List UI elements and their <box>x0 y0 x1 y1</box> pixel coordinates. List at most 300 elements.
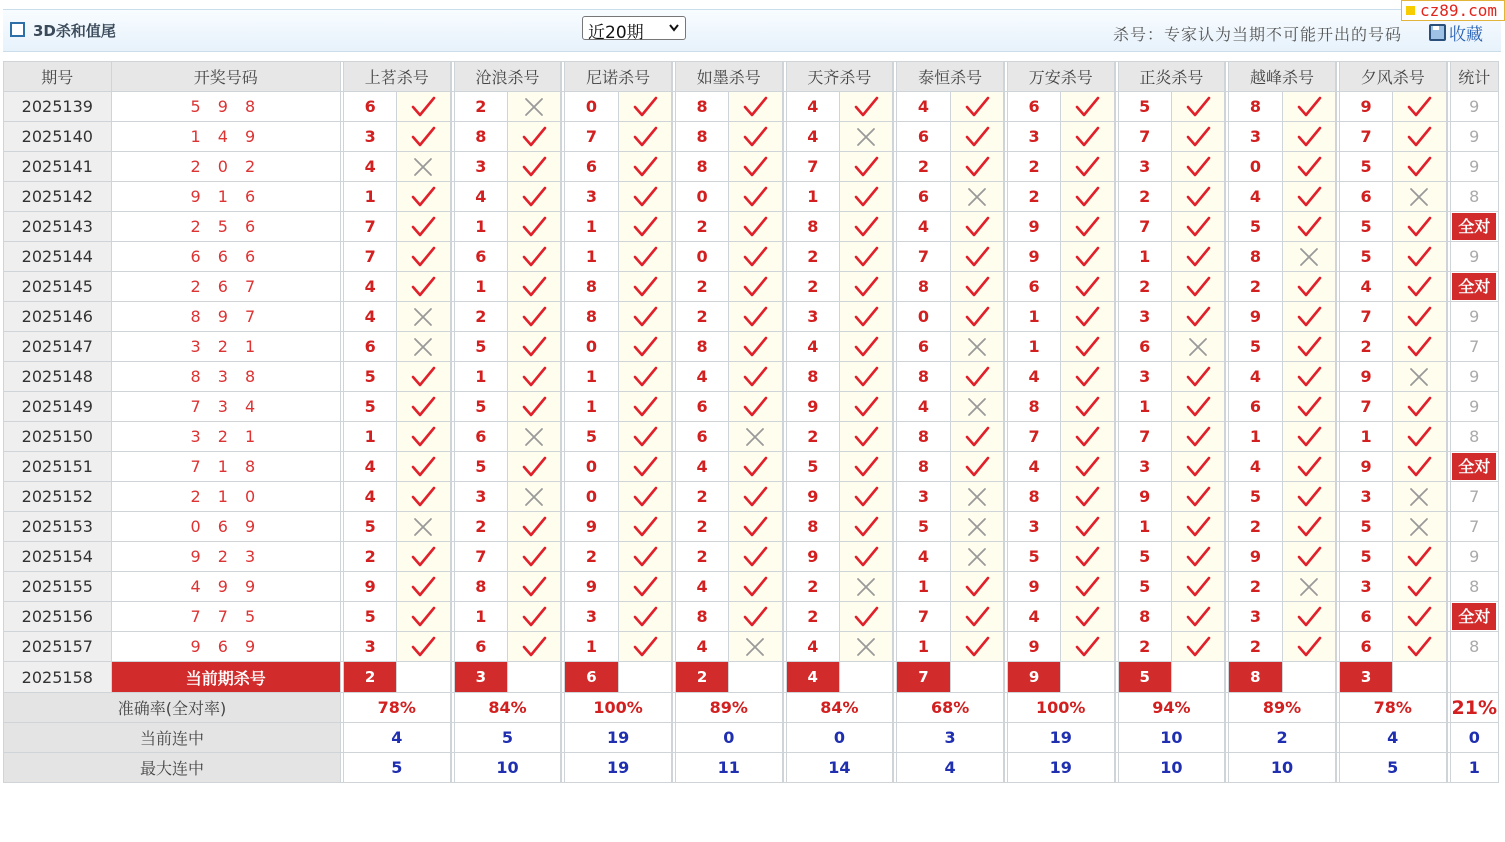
result-mark-cell <box>1061 212 1114 242</box>
kill-number-cell: 4 <box>1007 602 1060 632</box>
kill-number-cell: 0 <box>565 452 618 482</box>
stat-cell: 7 <box>1450 332 1498 362</box>
result-mark-cell <box>1282 272 1335 302</box>
result-mark-cell <box>839 452 892 482</box>
check-icon <box>853 336 879 358</box>
kill-number-cell: 8 <box>786 512 839 542</box>
result-mark-cell <box>1282 452 1335 482</box>
header-expert: 越峰杀号 <box>1229 62 1336 92</box>
kill-number-cell: 2 <box>675 482 728 512</box>
kill-number-cell: 7 <box>1339 302 1392 332</box>
result-mark-cell <box>950 632 1003 662</box>
header-expert: 尼诺杀号 <box>565 62 672 92</box>
result-mark-cell <box>950 212 1003 242</box>
check-icon <box>410 126 436 148</box>
kill-number-cell: 5 <box>1229 332 1282 362</box>
check-icon <box>1296 216 1322 238</box>
check-icon <box>1074 546 1100 568</box>
check-icon <box>521 516 547 538</box>
result-mark-cell <box>1393 482 1446 512</box>
result-mark-cell <box>1061 272 1114 302</box>
check-icon <box>1185 576 1211 598</box>
check-icon <box>742 126 768 148</box>
check-icon <box>853 306 879 328</box>
result-mark-cell <box>397 452 450 482</box>
check-icon <box>1074 486 1100 508</box>
kill-number-cell: 0 <box>565 332 618 362</box>
kill-number-cell: 1 <box>454 272 507 302</box>
summary-label: 准确率(全对率) <box>4 693 341 723</box>
check-icon <box>742 336 768 358</box>
current-kill-number: 6 <box>565 662 617 692</box>
draw-number-cell: 5 9 8 <box>111 92 340 122</box>
result-mark-cell <box>950 392 1003 422</box>
accuracy-cell: 89% <box>1229 693 1336 723</box>
result-mark-cell <box>729 92 782 122</box>
kill-number-cell: 9 <box>786 542 839 572</box>
kill-number-cell: 4 <box>786 122 839 152</box>
kill-number-cell: 1 <box>786 182 839 212</box>
result-mark-cell <box>1282 92 1335 122</box>
kill-number-cell: 2 <box>786 242 839 272</box>
check-icon <box>1296 126 1322 148</box>
result-mark-cell <box>1393 362 1446 392</box>
kill-number-cell: 8 <box>565 302 618 332</box>
check-icon <box>742 306 768 328</box>
kill-number-cell: 1 <box>1118 242 1171 272</box>
check-icon <box>410 546 436 568</box>
result-mark-cell <box>507 332 560 362</box>
result-mark-cell <box>729 152 782 182</box>
result-mark-cell <box>1282 332 1335 362</box>
kill-number-cell: 5 <box>1118 572 1171 602</box>
streak-cell: 19 <box>1007 723 1114 753</box>
kill-number-cell: 5 <box>1229 482 1282 512</box>
kill-number-cell: 3 <box>786 302 839 332</box>
kill-number-cell: 7 <box>343 242 396 272</box>
kill-number-cell: 3 <box>1339 572 1392 602</box>
header-expert: 天齐杀号 <box>786 62 893 92</box>
kill-number-cell: 8 <box>675 602 728 632</box>
check-icon <box>1074 636 1100 658</box>
check-icon <box>853 216 879 238</box>
period-select[interactable] <box>582 16 686 43</box>
check-icon <box>742 516 768 538</box>
kill-number-cell: 8 <box>675 122 728 152</box>
check-icon <box>1296 396 1322 418</box>
kill-number-cell: 2 <box>675 302 728 332</box>
streak-cell: 4 <box>1339 723 1446 753</box>
check-icon <box>410 396 436 418</box>
check-icon <box>964 576 990 598</box>
result-mark-cell <box>1282 302 1335 332</box>
current-kill-number: 3 <box>455 662 507 692</box>
kill-number-cell: 1 <box>343 422 396 452</box>
result-mark-cell <box>1061 92 1114 122</box>
kill-number-cell: 2 <box>675 512 728 542</box>
period-cell: 2025153 <box>4 512 112 542</box>
kill-number-cell: 6 <box>1339 182 1392 212</box>
kill-number-cell: 1 <box>1229 422 1282 452</box>
result-mark-cell <box>397 482 450 512</box>
check-icon <box>410 606 436 628</box>
kill-number-cell: 5 <box>1118 542 1171 572</box>
result-mark-cell <box>397 572 450 602</box>
result-mark-cell <box>1171 242 1224 272</box>
check-icon <box>1406 126 1432 148</box>
check-icon <box>853 426 879 448</box>
draw-number-cell: 1 4 9 <box>111 122 340 152</box>
result-mark-cell <box>1171 272 1224 302</box>
kill-number-cell: 5 <box>343 392 396 422</box>
result-mark-cell <box>950 452 1003 482</box>
check-icon <box>521 216 547 238</box>
check-icon <box>742 246 768 268</box>
kill-number-cell: 1 <box>1007 302 1060 332</box>
kill-number-cell: 9 <box>1007 212 1060 242</box>
kill-number-cell: 8 <box>675 332 728 362</box>
cross-icon <box>412 307 434 327</box>
check-icon <box>853 486 879 508</box>
check-icon <box>853 606 879 628</box>
result-mark-cell <box>507 482 560 512</box>
empty-cell <box>839 662 892 693</box>
check-icon <box>742 156 768 178</box>
result-mark-cell <box>507 302 560 332</box>
check-icon <box>1296 546 1322 568</box>
result-mark-cell <box>1171 452 1224 482</box>
kill-number-cell: 3 <box>565 602 618 632</box>
site-logo[interactable] <box>1401 0 1505 21</box>
draw-number-cell: 9 6 9 <box>111 632 340 662</box>
draw-number-cell: 3 2 1 <box>111 332 340 362</box>
kill-number-cell: 6 <box>1007 272 1060 302</box>
result-mark-cell <box>729 422 782 452</box>
kill-number-cell: 2 <box>1339 332 1392 362</box>
kill-number-cell: 4 <box>343 152 396 182</box>
kill-number-cell: 8 <box>565 272 618 302</box>
streak-cell: 19 <box>565 753 672 783</box>
favorite-label: 收藏 <box>1449 25 1483 45</box>
kill-number-cell: 2 <box>675 272 728 302</box>
result-mark-cell <box>950 572 1003 602</box>
result-mark-cell <box>397 272 450 302</box>
check-icon <box>410 96 436 118</box>
check-icon <box>964 306 990 328</box>
header-expert: 正炎杀号 <box>1118 62 1225 92</box>
check-icon <box>964 216 990 238</box>
cross-icon <box>744 427 766 447</box>
result-mark-cell <box>950 332 1003 362</box>
kill-number-cell: 4 <box>1007 452 1060 482</box>
check-icon <box>632 546 658 568</box>
draw-number-cell: 7 7 5 <box>111 602 340 632</box>
result-mark-cell <box>1171 362 1224 392</box>
stat-cell <box>1450 662 1498 693</box>
header-expert: 上茗杀号 <box>343 62 450 92</box>
result-mark-cell <box>618 572 671 602</box>
result-mark-cell <box>839 512 892 542</box>
current-kill-cell <box>1007 662 1060 693</box>
check-icon <box>632 246 658 268</box>
result-mark-cell <box>618 362 671 392</box>
result-mark-cell <box>1282 182 1335 212</box>
kill-number-cell: 6 <box>675 392 728 422</box>
result-mark-cell <box>1171 632 1224 662</box>
empty-cell <box>950 662 1003 693</box>
check-icon <box>410 186 436 208</box>
result-mark-cell <box>1061 122 1114 152</box>
table-header-row <box>4 62 1499 92</box>
kill-number-cell: 3 <box>897 482 950 512</box>
current-kill-cell <box>1229 662 1282 693</box>
result-mark-cell <box>950 122 1003 152</box>
current-kill-cell <box>786 662 839 693</box>
result-mark-cell <box>1171 542 1224 572</box>
period-cell: 2025147 <box>4 332 112 362</box>
current-kill-number: 3 <box>1340 662 1392 692</box>
result-mark-cell <box>397 242 450 272</box>
check-icon <box>1185 486 1211 508</box>
kill-number-cell: 9 <box>1229 302 1282 332</box>
cross-icon <box>966 487 988 507</box>
kill-number-cell: 6 <box>454 242 507 272</box>
result-mark-cell <box>1061 302 1114 332</box>
kill-number-cell: 7 <box>1118 422 1171 452</box>
kill-number-cell: 8 <box>454 122 507 152</box>
result-mark-cell <box>729 122 782 152</box>
check-icon <box>742 216 768 238</box>
kill-number-cell: 4 <box>897 392 950 422</box>
empty-cell <box>1282 662 1335 693</box>
kill-number-cell: 6 <box>897 122 950 152</box>
kill-number-cell: 2 <box>786 572 839 602</box>
streak-cell: 10 <box>1118 723 1225 753</box>
check-icon <box>742 396 768 418</box>
accuracy-cell: 78% <box>343 693 450 723</box>
stat-cell: 9 <box>1450 242 1498 272</box>
draw-number-cell: 3 2 1 <box>111 422 340 452</box>
check-icon <box>1074 96 1100 118</box>
result-mark-cell <box>1061 362 1114 392</box>
kill-number-cell: 4 <box>343 272 396 302</box>
result-mark-cell <box>729 362 782 392</box>
kill-number-cell: 5 <box>343 512 396 542</box>
table-row <box>4 302 1499 332</box>
kill-number-cell: 2 <box>786 602 839 632</box>
result-mark-cell <box>507 122 560 152</box>
kill-number-cell: 9 <box>1118 482 1171 512</box>
kill-number-cell: 6 <box>1339 602 1392 632</box>
period-cell: 2025152 <box>4 482 112 512</box>
check-icon <box>521 276 547 298</box>
empty-cell <box>1061 662 1114 693</box>
favorite-link[interactable] <box>1429 20 1483 45</box>
table-row <box>4 422 1499 452</box>
kill-number-cell: 2 <box>1118 272 1171 302</box>
check-icon <box>964 456 990 478</box>
streak-cell: 5 <box>1339 753 1446 783</box>
draw-number-cell: 6 6 6 <box>111 242 340 272</box>
current-kill-label: 当前期杀号 <box>111 662 340 693</box>
cross-icon <box>1408 367 1430 387</box>
kill-number-cell: 1 <box>897 632 950 662</box>
result-mark-cell <box>729 512 782 542</box>
table-row <box>4 212 1499 242</box>
kill-number-cell: 8 <box>1007 392 1060 422</box>
kill-number-cell: 9 <box>1339 452 1392 482</box>
check-icon <box>742 546 768 568</box>
result-mark-cell <box>507 182 560 212</box>
kill-number-cell: 5 <box>786 452 839 482</box>
check-icon <box>1074 336 1100 358</box>
accuracy-cell: 100% <box>1007 693 1114 723</box>
check-icon <box>1296 486 1322 508</box>
kill-number-cell: 4 <box>897 92 950 122</box>
result-mark-cell <box>397 122 450 152</box>
result-mark-cell <box>729 602 782 632</box>
kill-number-cell: 8 <box>1118 602 1171 632</box>
kill-number-cell: 2 <box>565 542 618 572</box>
check-icon <box>521 576 547 598</box>
kill-number-cell: 1 <box>343 182 396 212</box>
cross-icon <box>966 187 988 207</box>
period-cell: 2025149 <box>4 392 112 422</box>
cross-icon <box>744 637 766 657</box>
result-mark-cell <box>1171 152 1224 182</box>
check-icon <box>1296 336 1322 358</box>
kill-number-cell: 0 <box>675 182 728 212</box>
kill-number-cell: 8 <box>1229 242 1282 272</box>
current-kill-cell <box>675 662 728 693</box>
kill-number-cell: 8 <box>897 362 950 392</box>
check-icon <box>1406 576 1432 598</box>
kill-number-cell: 3 <box>1118 452 1171 482</box>
kill-number-cell: 7 <box>786 152 839 182</box>
result-mark-cell <box>1171 212 1224 242</box>
result-mark-cell <box>618 392 671 422</box>
check-icon <box>1296 456 1322 478</box>
kill-number-cell: 7 <box>1007 422 1060 452</box>
summary-row <box>4 693 1499 723</box>
kill-number-cell: 9 <box>1339 362 1392 392</box>
streak-cell: 0 <box>786 723 893 753</box>
kill-number-cell: 5 <box>1007 542 1060 572</box>
check-icon <box>521 186 547 208</box>
check-icon <box>1185 96 1211 118</box>
check-icon <box>1074 366 1100 388</box>
result-mark-cell <box>1282 542 1335 572</box>
kill-number-cell: 5 <box>454 332 507 362</box>
check-icon <box>632 456 658 478</box>
result-mark-cell <box>1061 392 1114 422</box>
check-icon <box>1185 366 1211 388</box>
result-mark-cell <box>1282 392 1335 422</box>
check-icon <box>632 516 658 538</box>
check-icon <box>1406 636 1432 658</box>
check-icon <box>521 546 547 568</box>
result-mark-cell <box>1282 422 1335 452</box>
check-icon <box>410 276 436 298</box>
result-mark-cell <box>1393 302 1446 332</box>
table-row <box>4 182 1499 212</box>
header-period: 期号 <box>4 62 112 92</box>
check-icon <box>1406 156 1432 178</box>
result-mark-cell <box>618 212 671 242</box>
summary-stat-cell: 21% <box>1450 693 1498 723</box>
result-mark-cell <box>1171 332 1224 362</box>
result-mark-cell <box>618 272 671 302</box>
kill-number-cell: 2 <box>1229 272 1282 302</box>
empty-cell <box>1393 662 1446 693</box>
check-icon <box>1074 126 1100 148</box>
result-mark-cell <box>1393 92 1446 122</box>
accuracy-cell: 68% <box>897 693 1004 723</box>
result-mark-cell <box>397 212 450 242</box>
result-mark-cell <box>839 332 892 362</box>
result-mark-cell <box>397 362 450 392</box>
stat-cell: 9 <box>1450 152 1498 182</box>
result-mark-cell <box>1282 242 1335 272</box>
kill-number-cell: 8 <box>675 152 728 182</box>
result-mark-cell <box>950 602 1003 632</box>
result-mark-cell <box>507 602 560 632</box>
kill-number-cell: 1 <box>897 572 950 602</box>
kill-number-cell: 9 <box>1229 542 1282 572</box>
current-kill-number: 9 <box>1008 662 1060 692</box>
current-kill-cell <box>897 662 950 693</box>
kill-number-cell: 4 <box>343 482 396 512</box>
check-icon <box>853 546 879 568</box>
result-mark-cell <box>1171 122 1224 152</box>
check-icon <box>742 276 768 298</box>
period-cell: 2025144 <box>4 242 112 272</box>
check-icon <box>632 276 658 298</box>
check-icon <box>632 486 658 508</box>
result-mark-cell <box>1061 542 1114 572</box>
check-icon <box>1185 606 1211 628</box>
result-mark-cell <box>507 632 560 662</box>
kill-number-cell: 4 <box>675 452 728 482</box>
period-cell: 2025148 <box>4 362 112 392</box>
period-cell: 2025142 <box>4 182 112 212</box>
check-icon <box>1185 456 1211 478</box>
kill-number-cell: 5 <box>454 452 507 482</box>
result-mark-cell <box>729 542 782 572</box>
check-icon <box>632 216 658 238</box>
check-icon <box>1185 126 1211 148</box>
streak-cell: 4 <box>897 753 1004 783</box>
result-mark-cell <box>618 512 671 542</box>
kill-number-cell: 6 <box>454 422 507 452</box>
header-expert: 万安杀号 <box>1007 62 1114 92</box>
kill-number-cell: 1 <box>1118 392 1171 422</box>
check-icon <box>1185 246 1211 268</box>
result-mark-cell <box>507 572 560 602</box>
table-row <box>4 272 1499 302</box>
result-mark-cell <box>1061 482 1114 512</box>
table-row <box>4 512 1499 542</box>
cross-icon <box>855 637 877 657</box>
result-mark-cell <box>1171 602 1224 632</box>
table-row <box>4 452 1499 482</box>
result-mark-cell <box>618 632 671 662</box>
check-icon <box>964 96 990 118</box>
kill-number-cell: 6 <box>343 332 396 362</box>
draw-number-cell: 2 6 7 <box>111 272 340 302</box>
stat-cell: 9 <box>1450 302 1498 332</box>
logo-square-icon <box>1406 6 1415 15</box>
